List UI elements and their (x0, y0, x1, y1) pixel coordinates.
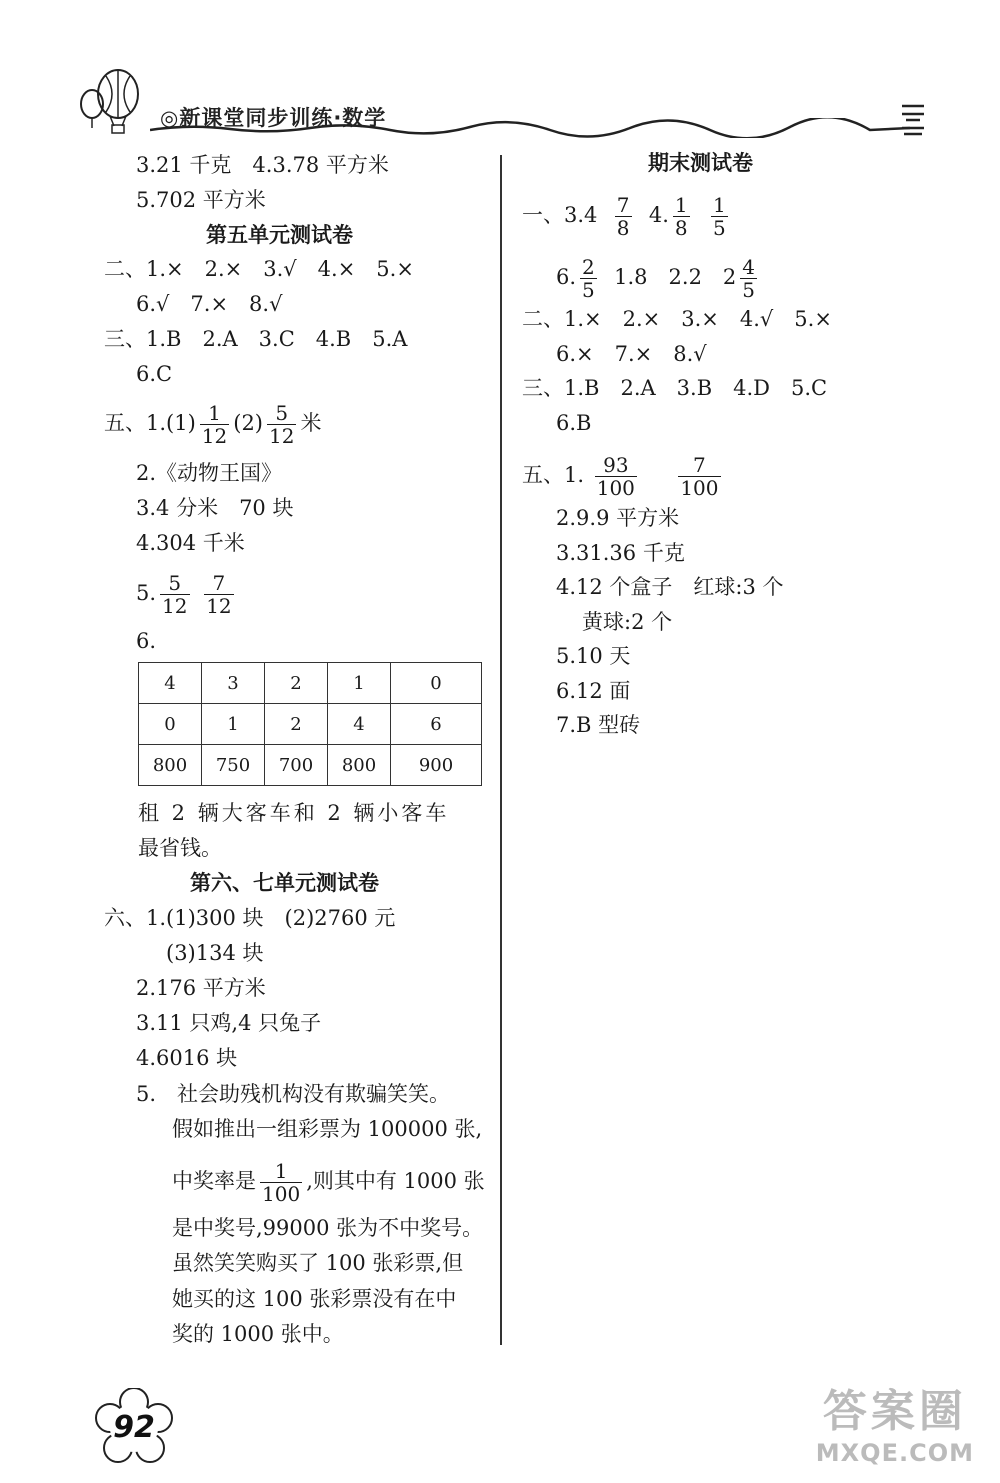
answer-line: 3.21 千克 4.3.78 平方米 (136, 153, 389, 177)
balloon-decoration-icon (70, 68, 160, 138)
answer-line: 租 2 辆大客车和 2 辆小客车 (138, 801, 450, 825)
watermark-cn: 答案圈 (822, 1386, 967, 1437)
page-number: 92 (113, 1410, 155, 1445)
answer-line: 2.176 平方米 (136, 976, 266, 1000)
table-cell: 4 (139, 663, 202, 704)
watermark-en: MXQE.COM (815, 1439, 974, 1467)
answer-line-fraction: 五、1. $\frac{93}{100}$ $\frac{7}{100}$ (522, 453, 719, 500)
header-title: ◎新课堂同步训练·数学 (160, 106, 387, 130)
answer-line: 三、1.B 2.A 3.C 4.B 5.A (104, 327, 408, 351)
header-wavy-line (150, 118, 910, 138)
table-cell: 800 (139, 745, 202, 786)
answer-line: 她买的这 100 张彩票没有在中 (172, 1287, 457, 1311)
answer-line: 6.12 面 (556, 679, 631, 703)
answer-line: 6. (136, 629, 157, 653)
table-cell: 2 (265, 663, 328, 704)
fraction: $\frac{7}{8}$ (616, 193, 630, 240)
answer-line: 3.11 只鸡,4 只兔子 (136, 1011, 322, 1035)
answer-line: 4.6016 块 (136, 1046, 238, 1070)
table-cell: 800 (328, 745, 391, 786)
answer-line: 奖的 1000 张中。 (172, 1322, 344, 1346)
answer-line: 6.B (556, 411, 592, 435)
answer-line: 5.702 平方米 (136, 188, 266, 212)
table-cell: 700 (265, 745, 328, 786)
table-cell: 0 (391, 663, 482, 704)
answer-line-fraction: 五、1.(1) $\frac{1}{12}$ (2) $\frac{5}{12}$ 米 (104, 401, 322, 448)
fraction: $\frac{5}{12}$ (162, 571, 188, 618)
answer-line: 最省钱。 (138, 836, 222, 860)
fraction: $\frac{1}{5}$ (713, 193, 726, 240)
table-cell: 750 (202, 745, 265, 786)
answer-line: 三、1.B 2.A 3.B 4.D 5.C (522, 376, 828, 400)
fraction: $\frac{7}{100}$ (680, 453, 719, 500)
table-cell: 3 (202, 663, 265, 704)
answer-line: 4.304 千米 (136, 531, 245, 555)
fraction: $\frac{1}{8}$ (674, 193, 688, 240)
unit67-title: 第六、七单元测试卷 (190, 871, 379, 895)
answer-line: (3)134 块 (166, 941, 264, 965)
fraction: $\frac{1}{12}$ (201, 401, 228, 448)
table-cell: 0 (139, 704, 202, 745)
answer-line-fraction: 6. $\frac{2}{5}$ 1.8 2.2 2 $\frac{4}{5}$ (556, 255, 756, 302)
column-divider (500, 155, 502, 1345)
fraction: $\frac{93}{100}$ (596, 453, 635, 500)
answer-line: 4.12 个盒子 红球:3 个 (556, 575, 784, 599)
table-cell: 1 (328, 663, 391, 704)
table-cell: 6 (391, 704, 482, 745)
answer-line: 假如推出一组彩票为 100000 张, (172, 1117, 483, 1141)
answer-line-fraction: 一、3.4 $\frac{7}{8}$ 4. $\frac{1}{8}$ $\frac{1}{5}$ (522, 193, 726, 240)
answer-line: 二、1.× 2.× 3.√ 4.× 5.× (104, 257, 414, 281)
answer-line: 5.10 天 (556, 644, 631, 668)
answer-line-fraction: 5. $\frac{5}{12}$ $\frac{7}{12}$ (136, 571, 232, 618)
table-cell: 4 (328, 704, 391, 745)
header-corner-icon (898, 100, 928, 140)
answer-line: 6.√ 7.× 8.√ (136, 292, 283, 316)
price-table (138, 662, 482, 786)
answer-line: 2.9.9 平方米 (556, 506, 680, 530)
table-row (139, 745, 482, 786)
answer-line: 二、1.× 2.× 3.× 4.√ 5.× (522, 307, 832, 331)
fraction: $\frac{2}{5}$ (582, 255, 595, 302)
answer-line: 3.4 分米 70 块 (136, 496, 294, 520)
fraction: $\frac{1}{100}$ (262, 1159, 301, 1206)
answer-line: 7.B 型砖 (556, 713, 641, 737)
answer-line: 6.× 7.× 8.√ (556, 342, 707, 366)
fraction: $\frac{4}{5}$ (742, 255, 756, 302)
fraction: $\frac{5}{12}$ (269, 401, 295, 448)
answer-line-fraction: 中奖率是 $\frac{1}{100}$ ,则其中有 1000 张 (172, 1159, 485, 1206)
answer-line: 2.《动物王国》 (136, 461, 283, 485)
table-cell: 900 (391, 745, 482, 786)
answer-line: 5. 社会助残机构没有欺骗笑笑。 (136, 1082, 451, 1106)
table-row (139, 704, 482, 745)
table-cell: 1 (202, 704, 265, 745)
answer-line: 3.31.36 千克 (556, 541, 685, 565)
answer-line: 6.C (136, 362, 173, 386)
answer-line: 是中奖号,99000 张为不中奖号。 (172, 1216, 484, 1240)
answer-line: 六、1.(1)300 块 (2)2760 元 (104, 906, 396, 930)
unit5-title: 第五单元测试卷 (206, 223, 353, 247)
fraction: $\frac{7}{12}$ (206, 571, 232, 618)
watermark (816, 1375, 974, 1467)
final-exam-title: 期末测试卷 (648, 151, 753, 175)
answer-line: 虽然笑笑购买了 100 张彩票,但 (172, 1251, 464, 1275)
table-cell: 2 (265, 704, 328, 745)
answer-line: 黄球:2 个 (582, 610, 673, 634)
answer-prefix: 五、1.(1) (104, 411, 196, 435)
table-row (139, 663, 482, 704)
